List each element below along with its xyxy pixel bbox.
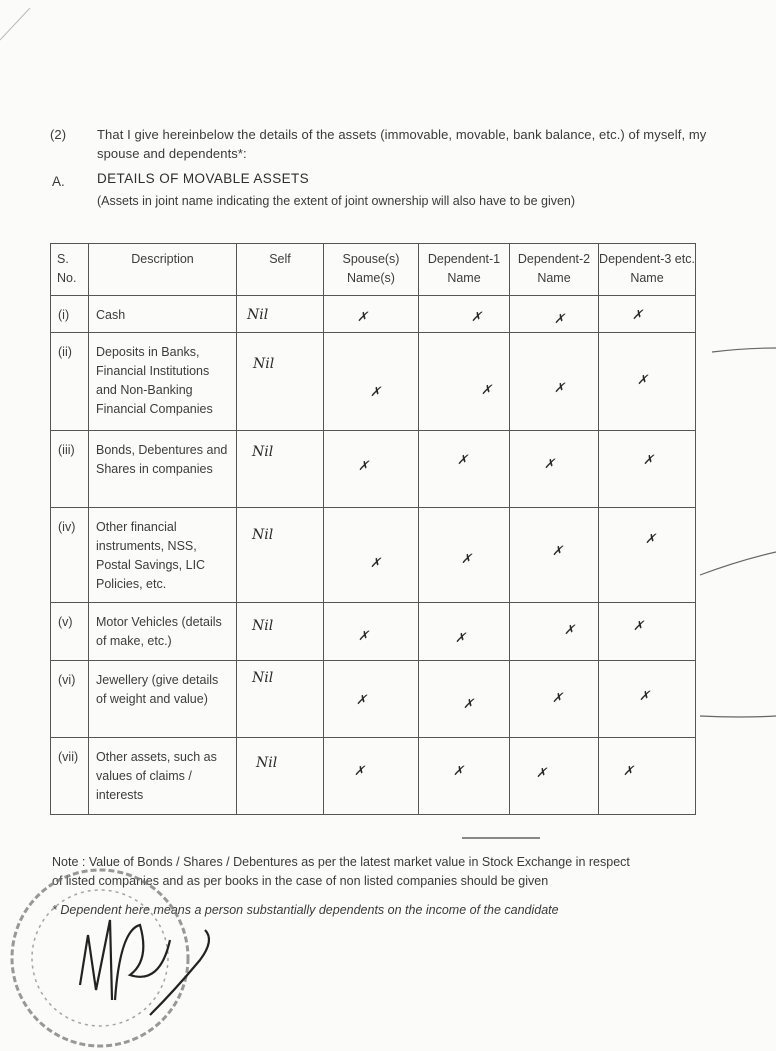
dependent-3-value: ✗ — [639, 689, 650, 704]
row-sno: (v) — [51, 603, 89, 661]
dependent-1-value: ✗ — [457, 453, 468, 468]
spouse-value: ✗ — [356, 693, 367, 708]
dependent-2-value: ✗ — [554, 381, 565, 396]
self-value: Nil — [256, 755, 278, 771]
scan-mark — [712, 348, 776, 352]
header-dependent-1: Dependent-1 Name — [419, 244, 510, 296]
dependent-1-value: ✗ — [455, 631, 466, 646]
dependent-1-value: ✗ — [481, 383, 492, 398]
self-value: Nil — [252, 618, 274, 634]
header-spouse: Spouse(s) Name(s) — [324, 244, 419, 296]
row-description: Bonds, Debentures and Shares in companies — [89, 431, 237, 508]
dependent-3-value: ✗ — [632, 308, 643, 323]
dependent-1-value: ✗ — [453, 764, 464, 779]
scan-mark — [700, 552, 776, 575]
row-description: Motor Vehicles (details of make, etc.) — [89, 603, 237, 661]
self-value: Nil — [247, 307, 269, 323]
dependent-3-value: ✗ — [643, 453, 654, 468]
row-description: Cash — [89, 296, 237, 333]
spouse-value: ✗ — [357, 310, 368, 325]
header-sno: S. No. — [51, 244, 89, 296]
row-description: Other assets, such as values of claims / interests — [89, 738, 237, 815]
dependent-3-value: ✗ — [637, 373, 648, 388]
dependent-3-value: ✗ — [633, 619, 644, 634]
paragraph-text: That I give hereinbelow the details of the assets (immovable, movable, bank balance, etc.) of myself, my spouse and dependents*: — [97, 127, 707, 161]
dependent-3-value: ✗ — [645, 532, 656, 547]
dependent-2-value: ✗ — [564, 623, 575, 638]
header-dependent-3: Dependent-3 etc. Name — [599, 244, 696, 296]
header-description: Description — [89, 244, 237, 296]
paragraph-number: (2) — [50, 127, 67, 142]
row-sno: (iii) — [51, 431, 89, 508]
row-description: Other financial instruments, NSS, Postal Savings, LIC Policies, etc. — [89, 508, 237, 603]
note-line-3: * Dependent here means a person substantially dependents on the income of the candidate — [52, 903, 559, 917]
row-description: Deposits in Banks, Financial Institutions and Non-Banking Financial Companies — [89, 333, 237, 431]
row-sno: (ii) — [51, 333, 89, 431]
dependent-2-value: ✗ — [536, 766, 547, 781]
note-line-1: Note : Value of Bonds / Shares / Debentures as per the latest market value in Stock Exchange in respect — [52, 855, 630, 869]
spouse-value: ✗ — [354, 764, 365, 779]
row-sno: (vi) — [51, 661, 89, 738]
row-sno: (vii) — [51, 738, 89, 815]
dependent-2-value: ✗ — [554, 312, 565, 327]
section-title: DETAILS OF MOVABLE ASSETS — [97, 171, 310, 186]
official-stamp — [12, 870, 188, 1046]
scan-mark — [700, 716, 776, 717]
dependent-2-value: ✗ — [544, 457, 555, 472]
dependent-2-value: ✗ — [552, 544, 563, 559]
dependent-1-value: ✗ — [461, 552, 472, 567]
note-line-2: of listed companies and as per books in the case of non listed companies should be given — [52, 874, 549, 888]
section-letter: A. — [52, 174, 65, 189]
self-value: Nil — [252, 444, 274, 460]
spouse-value: ✗ — [370, 556, 381, 571]
dependent-1-value: ✗ — [463, 697, 474, 712]
signature — [80, 920, 209, 1015]
header-dependent-2: Dependent-2 Name — [510, 244, 599, 296]
row-sno: (iv) — [51, 508, 89, 603]
scan-mark — [0, 8, 30, 40]
self-value: Nil — [253, 356, 275, 372]
header-self: Self — [237, 244, 324, 296]
row-sno: (i) — [51, 296, 89, 333]
self-value: Nil — [252, 527, 274, 543]
section-note: (Assets in joint name indicating the extent of joint ownership will also have to be given) — [97, 194, 576, 208]
row-description: Jewellery (give details of weight and value) — [89, 661, 237, 738]
self-value: Nil — [252, 670, 274, 686]
spouse-value: ✗ — [358, 459, 369, 474]
dependent-1-value: ✗ — [471, 310, 482, 325]
dependent-3-value: ✗ — [623, 764, 634, 779]
dependent-2-value: ✗ — [552, 691, 563, 706]
spouse-value: ✗ — [370, 385, 381, 400]
spouse-value: ✗ — [358, 629, 369, 644]
